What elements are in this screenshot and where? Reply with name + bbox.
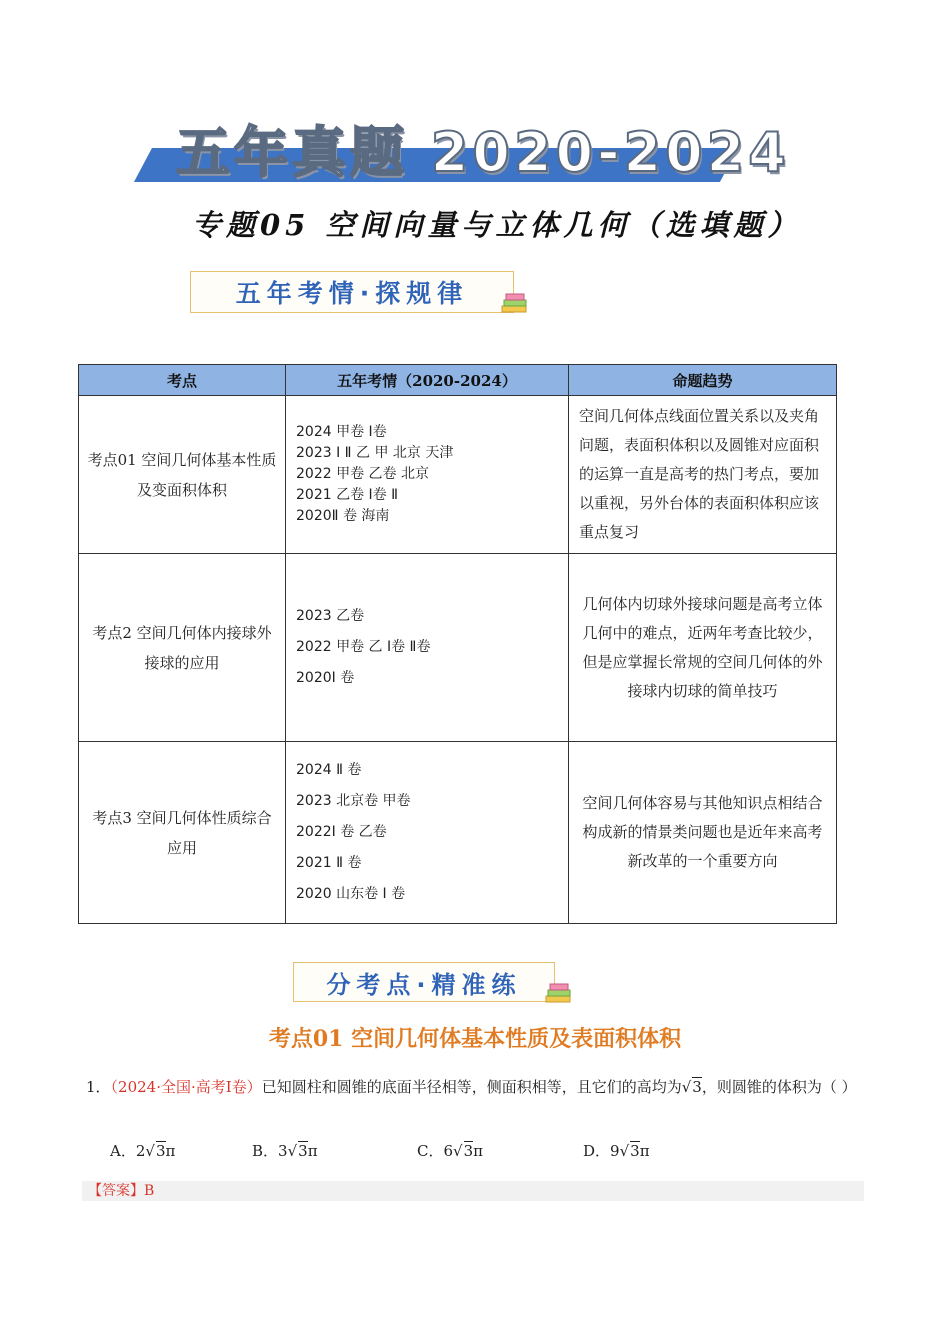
- option-radicand: 3: [298, 1142, 308, 1160]
- question-1: [86, 1070, 866, 1104]
- option-radicand: 3: [630, 1142, 640, 1160]
- table-header-row: [79, 365, 837, 396]
- sqrt-icon: √: [287, 1142, 298, 1160]
- radicand: 3: [692, 1078, 702, 1096]
- option-coef: 6: [443, 1142, 454, 1160]
- year-line: 2020 山东卷 Ⅰ 卷: [296, 886, 406, 902]
- answer-bar: [82, 1181, 864, 1201]
- year-line: 2023 乙卷: [296, 608, 365, 624]
- table-row: [79, 554, 837, 742]
- section-label-trends: 五年考情·探规律: [190, 271, 514, 313]
- section-label-practice: 分考点·精准练: [293, 962, 555, 1002]
- year-line: 2021 乙卷 Ⅰ卷 Ⅱ: [296, 487, 398, 503]
- year-line: 2023 Ⅰ Ⅱ 乙 甲 北京 天津: [296, 445, 454, 461]
- option-c[interactable]: [417, 1140, 483, 1161]
- topic-cell: 考点3 空间几何体性质综合应用: [79, 742, 286, 924]
- table-row: [79, 396, 837, 554]
- answer-value: B: [144, 1183, 155, 1199]
- year-line: 2022 甲卷 乙卷 北京: [296, 466, 429, 482]
- option-suffix: π: [639, 1142, 650, 1160]
- option-suffix: π: [473, 1142, 483, 1160]
- books-icon: [544, 982, 574, 1008]
- option-label: B．: [252, 1142, 279, 1160]
- year-line: 2020Ⅱ 卷 海南: [296, 508, 390, 524]
- answer-label: 【答案】: [88, 1183, 144, 1199]
- question-number: 1．: [86, 1078, 111, 1096]
- header-years: 五年考情（2020-2024）: [286, 365, 569, 396]
- option-label: A．: [110, 1142, 136, 1160]
- option-a[interactable]: [110, 1140, 175, 1161]
- trend-cell: 几何体内切球外接球问题是高考立体几何中的难点，近两年考查比较少，但是应掌握长常规的空间几何体的外接球内切球的简单技巧: [569, 554, 837, 742]
- years-cell: [286, 554, 569, 742]
- year-line: 2021 Ⅱ 卷: [296, 855, 362, 871]
- sqrt-icon: √: [145, 1142, 155, 1160]
- option-d[interactable]: [583, 1140, 650, 1161]
- option-coef: 2: [135, 1142, 146, 1160]
- year-line: 2020Ⅰ 卷: [296, 670, 355, 686]
- year-line: 2024 甲卷 Ⅰ卷: [296, 424, 387, 440]
- table-row: [79, 742, 837, 924]
- sqrt-icon: √: [619, 1142, 630, 1160]
- trend-cell: 空间几何体容易与其他知识点相结合构成新的情景类问题也是近年来高考新改革的一个重要方向: [569, 742, 837, 924]
- option-label: D．: [583, 1142, 611, 1160]
- option-coef: 3: [278, 1142, 288, 1160]
- option-label: C．: [417, 1142, 444, 1160]
- exam-trend-table: [78, 364, 837, 924]
- option-b[interactable]: [252, 1140, 318, 1161]
- header-trend: 命题趋势: [569, 365, 837, 396]
- year-line: 2023 北京卷 甲卷: [296, 793, 411, 809]
- topic-cell: 考点01 空间几何体基本性质及变面积体积: [79, 396, 286, 554]
- banner-title: 五年真题 2020-2024: [176, 121, 790, 184]
- header-topic: 考点: [79, 365, 286, 396]
- years-cell: [286, 742, 569, 924]
- option-radicand: 3: [463, 1142, 474, 1160]
- years-cell: [286, 396, 569, 554]
- sqrt-icon: √: [453, 1142, 463, 1160]
- question-text: 已知圆柱和圆锥的底面半径相等，侧面积相等，且它们的高均为: [261, 1078, 682, 1096]
- section-heading: 考点01 空间几何体基本性质及表面积体积: [268, 1026, 682, 1052]
- year-line: 2022Ⅰ 卷 乙卷: [296, 824, 387, 840]
- page-subtitle: 专题05 空间向量与立体几何（选填题）: [192, 208, 802, 242]
- option-coef: 9: [610, 1142, 620, 1160]
- trend-cell: 空间几何体点线面位置关系以及夹角问题，表面积体积以及圆锥对应面积的运算一直是高考的热门考点，要加以重视，另外台体的表面积体积应该重点复习: [569, 396, 837, 554]
- sqrt-icon: √: [681, 1078, 692, 1096]
- question-source: （2024·全国·高考Ⅰ卷）: [110, 1078, 262, 1096]
- option-radicand: 3: [155, 1142, 166, 1160]
- option-suffix: π: [307, 1142, 318, 1160]
- year-line: 2024 Ⅱ 卷: [296, 762, 362, 778]
- year-line: 2022 甲卷 乙 Ⅰ卷 Ⅱ卷: [296, 639, 431, 655]
- topic-cell: 考点2 空间几何体内接球外接球的应用: [79, 554, 286, 742]
- option-suffix: π: [165, 1142, 176, 1160]
- question-text-end: ，则圆锥的体积为（ ）: [701, 1078, 857, 1096]
- books-icon: [500, 292, 530, 318]
